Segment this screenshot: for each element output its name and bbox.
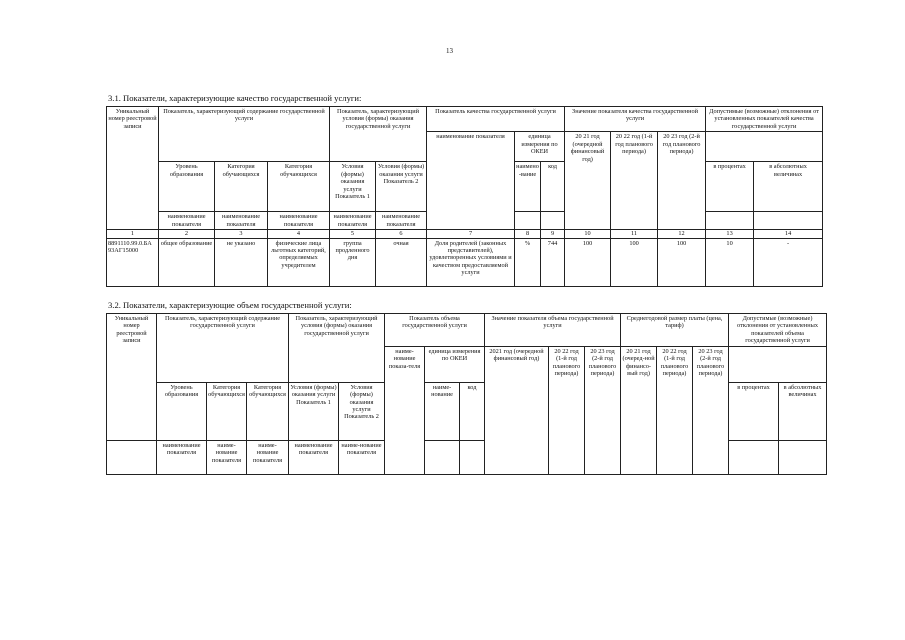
header-unique-number: Уникальный номер реестровой записи <box>107 107 159 212</box>
column-number: 7 <box>427 230 515 238</box>
header-condition-2: Условия (формы) оказания услуги Показатель 2 <box>376 162 427 212</box>
header-category-1: Категория обучающихся <box>207 382 247 440</box>
header-condition-2: Условия (формы) оказания услуги Показатель 2 <box>339 382 385 440</box>
indicator-name-label: наименование показателя <box>268 212 330 230</box>
cell-level: общее образование <box>159 238 215 286</box>
header-category-2: Категория обучающихся <box>247 382 289 440</box>
column-number: 11 <box>611 230 658 238</box>
cell-category-1: не указано <box>215 238 268 286</box>
quality-table <box>106 106 823 287</box>
cell-code: 744 <box>541 238 565 286</box>
cell-unique-number: 8891110.99.0.БА 93АГ15000 <box>107 238 159 286</box>
header-okei-code: код <box>541 162 565 212</box>
header-condition-1: Условия (формы) оказания услуги Показатель 1 <box>330 162 376 212</box>
header-volume-year-3: 20 23 год (2-й год планового периода) <box>585 346 621 440</box>
header-price-year-2: 20 22 год (1-й год планового периода) <box>657 346 693 440</box>
indicator-name-label: наименование показателя <box>215 212 268 230</box>
header-avg-price: Среднегодовой размер платы (цена, тариф) <box>621 314 729 347</box>
header-okei-name: наимено-вание <box>515 162 541 212</box>
header-price-year-3: 20 23 год (2-й год планового периода) <box>693 346 729 440</box>
indicator-name-label: наименование показателя <box>159 212 215 230</box>
cell-category-2: физические лица льготных категорий, определяемых учредителем <box>268 238 330 286</box>
column-number: 4 <box>268 230 330 238</box>
header-year-3: 20 23 год (2-й год планового периода) <box>658 132 706 212</box>
page-number: 13 <box>446 47 453 55</box>
column-number: 8 <box>515 230 541 238</box>
header-absolute: в абсолютных величинах <box>754 162 823 212</box>
cell-condition-1: группа продленного дня <box>330 238 376 286</box>
column-number: 9 <box>541 230 565 238</box>
column-number: 13 <box>706 230 754 238</box>
header-percent: в процентах <box>729 382 779 440</box>
cell-value-2: 100 <box>611 238 658 286</box>
header-okei-unit: единица измерения по ОКЕИ <box>515 132 565 162</box>
section-2-title: 3.2. Показатели, характеризующие объем государственной услуги: <box>108 300 352 310</box>
column-number: 14 <box>754 230 823 238</box>
indicator-name-label: наиме-нование показателя <box>247 440 289 474</box>
indicator-name-label: наиме-нование показателя <box>339 440 385 474</box>
header-indicator-name: наиме-нование показа-теля <box>385 346 425 440</box>
cell-value-1: 100 <box>565 238 611 286</box>
header-okei-code: код <box>460 382 485 440</box>
header-absolute: в абсолютных величинах <box>779 382 827 440</box>
cell-deviation-percent: 10 <box>706 238 754 286</box>
column-number: 1 <box>107 230 159 238</box>
header-quality: Показатель качества государственной услуги <box>427 107 565 132</box>
header-percent: в процентах <box>706 162 754 212</box>
header-condition-1: Условия (формы) оказания услуги Показатель 1 <box>289 382 339 440</box>
header-okei-name: наиме-нование <box>425 382 460 440</box>
cell-condition-2: очная <box>376 238 427 286</box>
header-category-1: Категория обучающихся <box>215 162 268 212</box>
header-volume: Показатель объема государственной услуги <box>385 314 485 347</box>
column-number: 5 <box>330 230 376 238</box>
header-deviation: Допустимые (возможные) отклонения от установленных показателей объема государственной услуги <box>729 314 827 347</box>
header-volume-year-2: 20 22 год (1-й год планового периода) <box>549 346 585 440</box>
header-okei-unit: единица измерения по ОКЕИ <box>425 346 485 382</box>
column-number: 2 <box>159 230 215 238</box>
header-volume-value: Значение показателя объема государственной услуги <box>485 314 621 347</box>
header-category-2: Категория обучающихся <box>268 162 330 212</box>
header-volume-year-1: 2021 год (очередной финансовый год) <box>485 346 549 440</box>
volume-table <box>106 313 827 475</box>
column-number: 6 <box>376 230 427 238</box>
header-content: Показатель, характеризующий содержание государственной услуги <box>159 107 330 132</box>
header-unique-number: Уникальный номер реестровой записи <box>107 314 157 383</box>
header-indicator-name: наименование показателя <box>427 132 515 212</box>
cell-indicator: Доля родителей (законных представителей), удовлетворенных условиями и качеством предоставляемой услуги <box>427 238 515 286</box>
cell-unit: % <box>515 238 541 286</box>
indicator-name-label: наименование показателя <box>376 212 427 230</box>
header-deviation: Допустимые (возможные) отклонения от установленных показателей качества государственной услуги <box>706 107 823 132</box>
cell-value-3: 100 <box>658 238 706 286</box>
header-level: Уровень образования <box>157 382 207 440</box>
header-year-1: 20 21 год (очередной финансовый год) <box>565 132 611 212</box>
indicator-name-label: наиме-нование показателя <box>207 440 247 474</box>
header-content: Показатель, характеризующий содержание государственной услуги <box>157 314 289 347</box>
cell-deviation-absolute: - <box>754 238 823 286</box>
indicator-name-label: наименование показателя <box>289 440 339 474</box>
header-quality-value: Значение показателя качества государственной услуги <box>565 107 706 132</box>
indicator-name-label: наименование показателя <box>330 212 376 230</box>
column-number: 10 <box>565 230 611 238</box>
header-conditions: Показатель, характеризующий условия (формы) оказания государственной услуги <box>289 314 385 347</box>
header-conditions: Показатель, характеризующий условия (формы) оказания государственной услуги <box>330 107 427 132</box>
column-number: 12 <box>658 230 706 238</box>
header-price-year-1: 20 21 год (очеред-ной финансо-вый год) <box>621 346 657 440</box>
column-number: 3 <box>215 230 268 238</box>
section-1-title: 3.1. Показатели, характеризующие качество государственной услуги: <box>108 93 362 103</box>
header-year-2: 20 22 год (1-й год планового периода) <box>611 132 658 212</box>
indicator-name-label: наименование показателя <box>157 440 207 474</box>
header-level: Уровень образования <box>159 162 215 212</box>
